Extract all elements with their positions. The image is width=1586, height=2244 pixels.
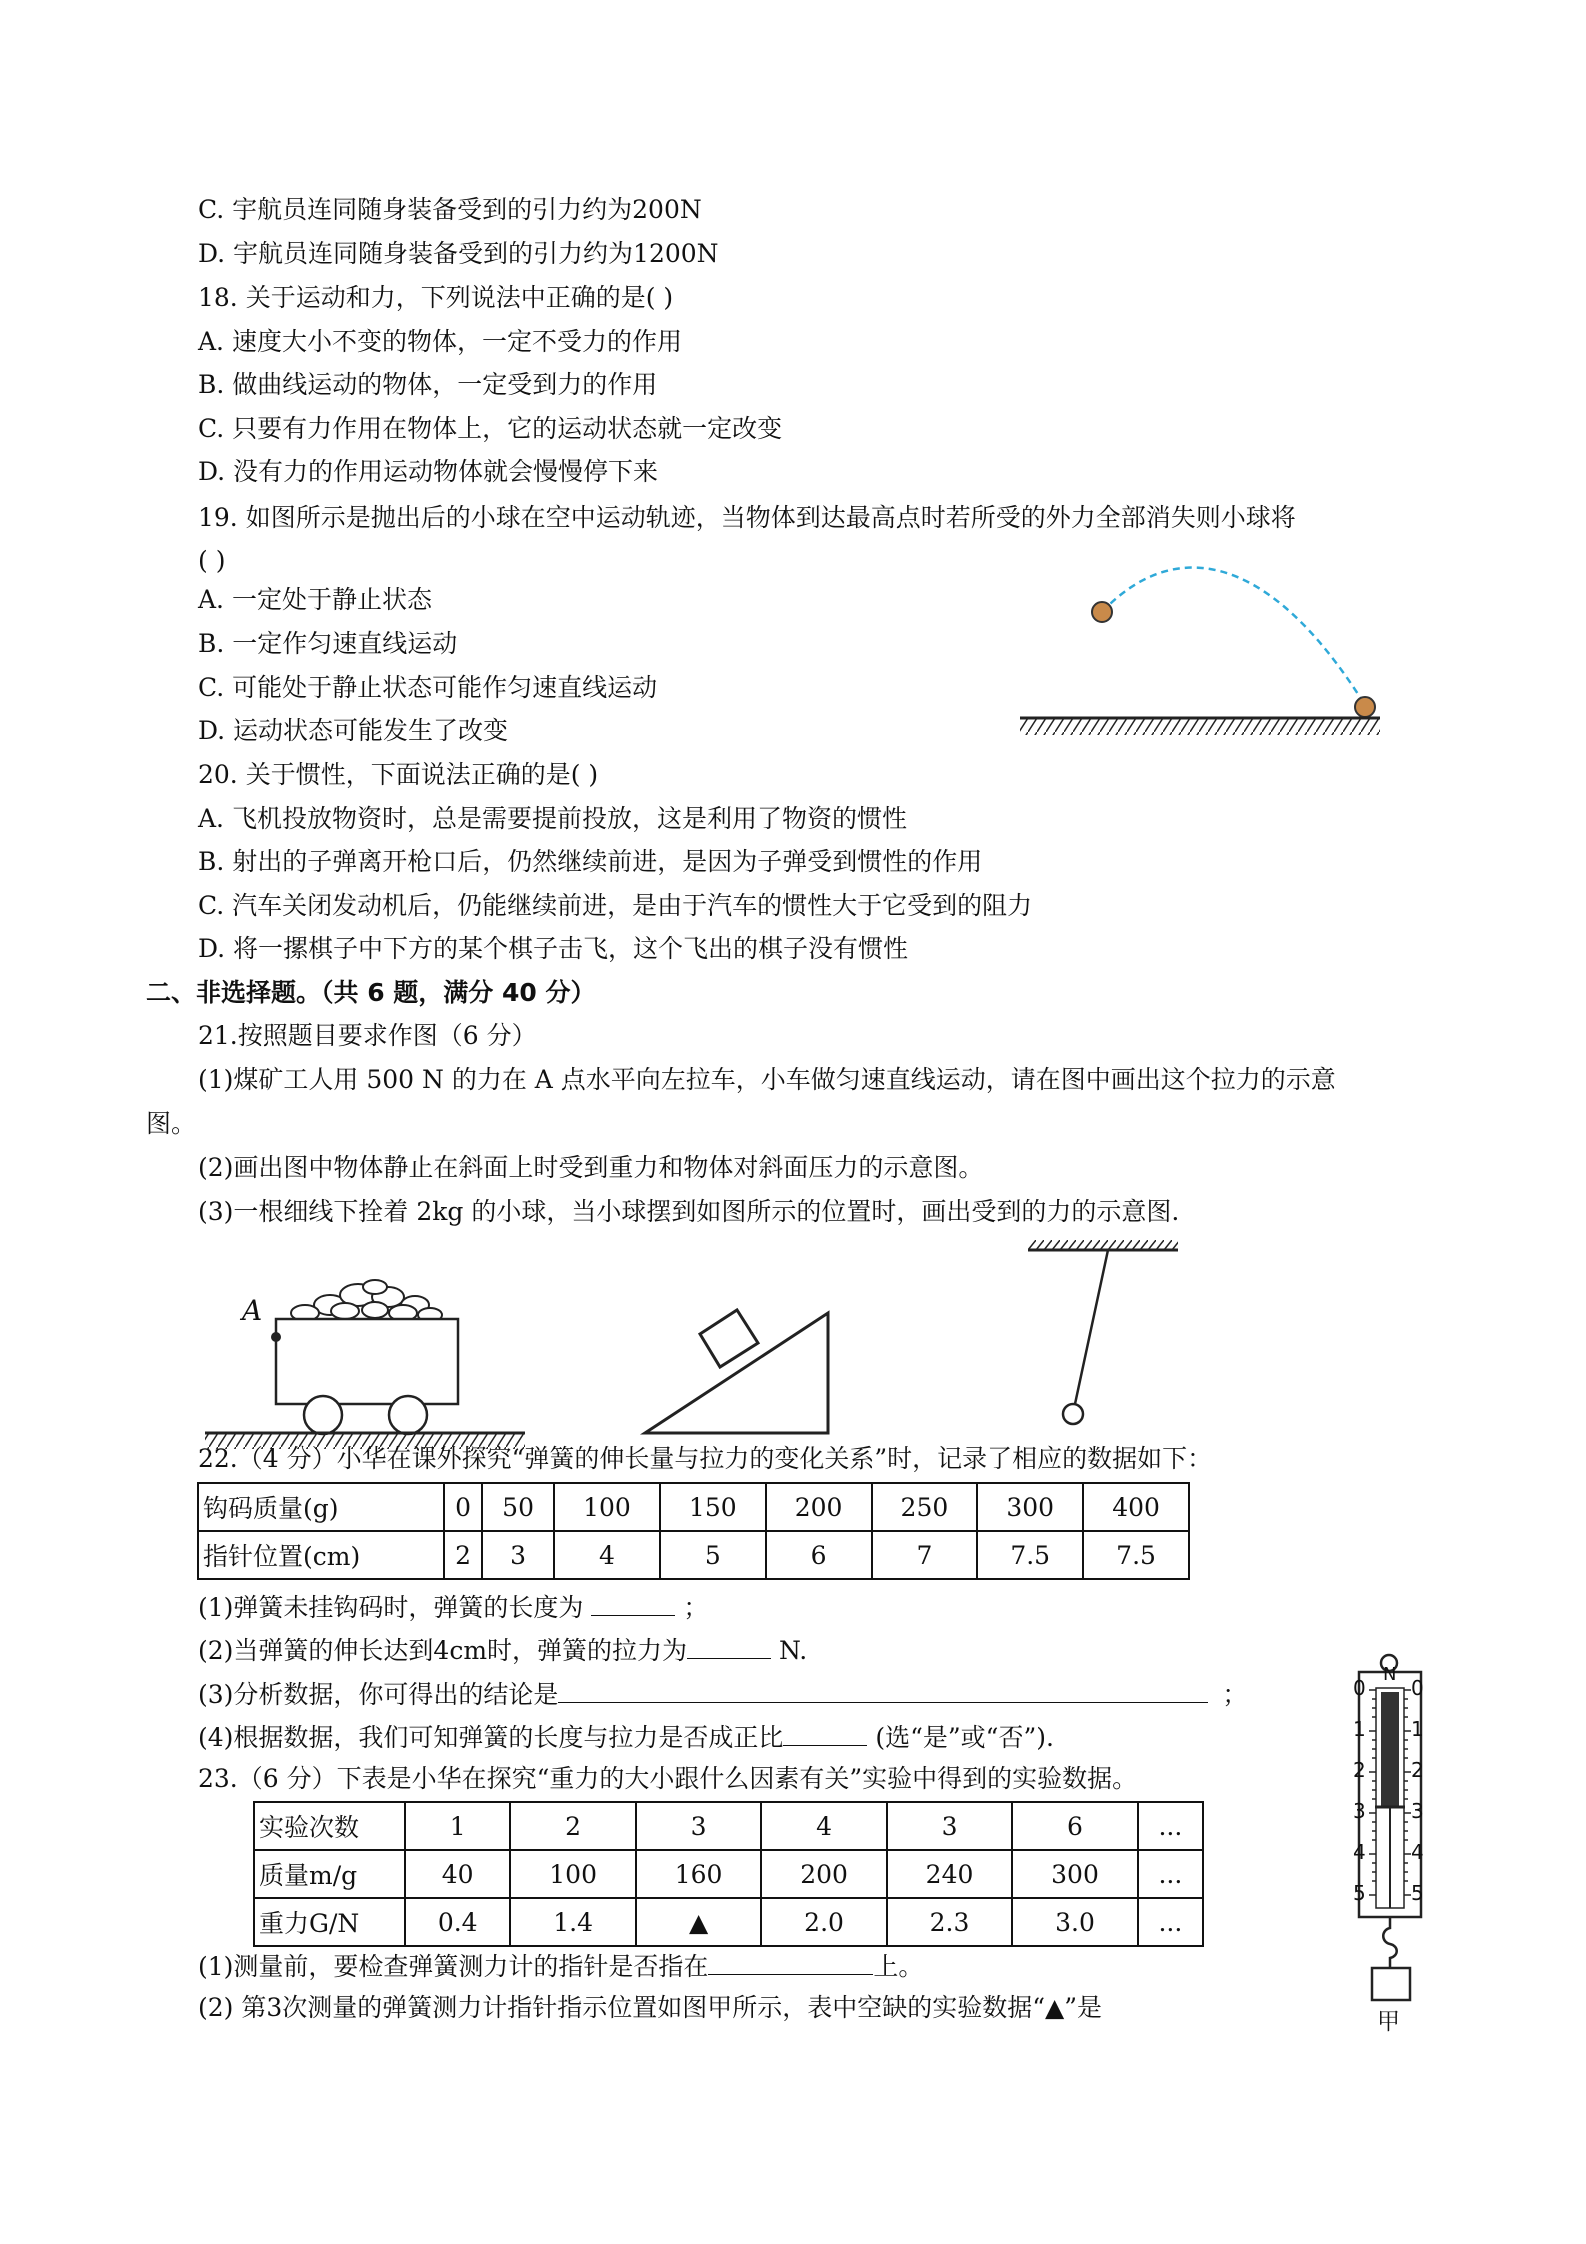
table-cell: ▲ bbox=[636, 1898, 761, 1946]
cart-body bbox=[276, 1319, 458, 1404]
table-cell: 1.4 bbox=[510, 1898, 635, 1946]
scale-tick-label: 0 bbox=[1353, 1676, 1366, 1700]
pendulum-string bbox=[1075, 1250, 1108, 1404]
q21-part2: (2)画出图中物体静止在斜面上时受到重力和物体对斜面压力的示意图。 bbox=[198, 1153, 984, 1182]
hanging-weight bbox=[1372, 1968, 1410, 2000]
cart-point-label: A bbox=[242, 1294, 263, 1327]
ball-top bbox=[1092, 602, 1112, 622]
table-cell: 3 bbox=[887, 1802, 1012, 1850]
table-cell: 5 bbox=[660, 1531, 766, 1579]
scale-tick-label: 4 bbox=[1353, 1840, 1366, 1864]
table-cell: 300 bbox=[1012, 1850, 1137, 1898]
trajectory-path bbox=[1102, 568, 1365, 705]
scale-tick-label: 5 bbox=[1353, 1881, 1366, 1905]
ground-hatch bbox=[1020, 719, 1380, 735]
table-cell: ... bbox=[1138, 1850, 1203, 1898]
table-cell: 2.3 bbox=[887, 1898, 1012, 1946]
q19-option-d: D. 运动状态可能发生了改变 bbox=[198, 716, 509, 745]
table-cell: 4 bbox=[761, 1802, 886, 1850]
scale-tick-label: 0 bbox=[1411, 1676, 1424, 1700]
q18-option-d: D. 没有力的作用运动物体就会慢慢停下来 bbox=[198, 457, 659, 486]
table-cell: 100 bbox=[554, 1483, 660, 1531]
table-cell: 3 bbox=[482, 1531, 554, 1579]
table-row bbox=[198, 1483, 1189, 1531]
scale-tick-label: 5 bbox=[1411, 1881, 1424, 1905]
table-cell: 0 bbox=[444, 1483, 482, 1531]
table-cell: 50 bbox=[482, 1483, 554, 1531]
table-row bbox=[198, 1531, 1189, 1579]
table-cell: 100 bbox=[510, 1850, 635, 1898]
cart-figure bbox=[200, 1265, 540, 1435]
table-header-mass: 钩码质量(g) bbox=[198, 1483, 444, 1531]
table-cell: 0.4 bbox=[405, 1898, 510, 1946]
spring-data-table bbox=[197, 1482, 1190, 1580]
answer-blank[interactable] bbox=[687, 1630, 771, 1659]
q22-part2: (2)当弹簧的伸长达到4cm时，弹簧的拉力为 N. bbox=[198, 1630, 807, 1669]
scale-tick-label: 1 bbox=[1353, 1717, 1366, 1741]
table-header-mass: 质量m/g bbox=[254, 1850, 405, 1898]
block-on-incline bbox=[700, 1310, 758, 1367]
table-cell: 250 bbox=[872, 1483, 978, 1531]
q19-stem-paren: ( ) bbox=[198, 546, 226, 575]
q22-part4: (4)根据数据，我们可知弹簧的长度与拉力是否成正比 (选“是”或“否”). bbox=[198, 1717, 1054, 1756]
q20-stem: 20. 关于惯性，下面说法正确的是( ) bbox=[198, 760, 599, 789]
q23-part1: (1)测量前，要检查弹簧测力计的指针是否指在 上。 bbox=[198, 1946, 923, 1985]
table-row bbox=[254, 1898, 1203, 1946]
table-cell: 4 bbox=[554, 1531, 660, 1579]
table-cell: 400 bbox=[1083, 1483, 1189, 1531]
scale-tick-label: 1 bbox=[1411, 1717, 1424, 1741]
answer-blank[interactable] bbox=[558, 1674, 1208, 1703]
point-a bbox=[271, 1332, 281, 1342]
scale-tick-label: 3 bbox=[1411, 1799, 1424, 1823]
incline-figure bbox=[640, 1285, 840, 1445]
table-row bbox=[254, 1850, 1203, 1898]
q17-option-d: D. 宇航员连同随身装备受到的引力约为1200N bbox=[198, 239, 719, 268]
q19-option-a: A. 一定处于静止状态 bbox=[198, 585, 432, 614]
answer-blank[interactable] bbox=[708, 1946, 873, 1975]
table-cell: 7 bbox=[872, 1531, 978, 1579]
q22-part1: (1)弹簧未挂钩码时，弹簧的长度为 ； bbox=[198, 1587, 708, 1626]
scale-tick-label: 4 bbox=[1411, 1840, 1424, 1864]
q20-option-c: C. 汽车关闭发动机后，仍能继续前进，是由于汽车的惯性大于它受到的阻力 bbox=[198, 891, 1033, 920]
table-cell: 2 bbox=[510, 1802, 635, 1850]
answer-blank[interactable] bbox=[591, 1587, 675, 1616]
q21-title: 21.按照题目要求作图（6 分） bbox=[198, 1021, 537, 1050]
scale-tick-label: 3 bbox=[1353, 1799, 1366, 1823]
q20-option-b: B. 射出的子弹离开枪口后，仍然继续前进，是因为子弹受到惯性的作用 bbox=[198, 847, 983, 876]
q23-stem: 23.（6 分）下表是小华在探究“重力的大小跟什么因素有关”实验中得到的实验数据。 bbox=[198, 1764, 1138, 1793]
coal-pile bbox=[291, 1280, 442, 1322]
pendulum-figure bbox=[1020, 1240, 1190, 1430]
table-cell: 3 bbox=[636, 1802, 761, 1850]
q20-option-a: A. 飞机投放物资时，总是需要提前投放，这是利用了物资的惯性 bbox=[198, 804, 907, 833]
table-cell: 150 bbox=[660, 1483, 766, 1531]
ball-ground bbox=[1355, 697, 1375, 717]
table-header-trial: 实验次数 bbox=[254, 1802, 405, 1850]
spring-scale-figure bbox=[1345, 1650, 1455, 2020]
answer-blank[interactable] bbox=[783, 1717, 867, 1746]
table-cell: ... bbox=[1138, 1802, 1203, 1850]
table-cell: 160 bbox=[636, 1850, 761, 1898]
q20-option-d: D. 将一摞棋子中下方的某个棋子击飞，这个飞出的棋子没有惯性 bbox=[198, 934, 909, 963]
table-cell: 6 bbox=[766, 1531, 872, 1579]
q19-stem: 19. 如图所示是抛出后的小球在空中运动轨迹，当物体到达最高点时若所受的外力全部消失则小球将 bbox=[198, 503, 1296, 532]
table-header-pointer: 指针位置(cm) bbox=[198, 1531, 444, 1579]
wheel-right bbox=[389, 1396, 427, 1434]
q22-stem: 22.（4 分）小华在课外探究“弹簧的伸长量与拉力的变化关系”时，记录了相应的数据如下： bbox=[198, 1444, 1213, 1473]
scale-tick-label: 2 bbox=[1353, 1758, 1366, 1782]
q18-option-a: A. 速度大小不变的物体，一定不受力的作用 bbox=[198, 327, 682, 356]
q22-part3: (3)分析数据，你可得出的结论是 ； bbox=[198, 1674, 1247, 1713]
table-cell: 3.0 bbox=[1012, 1898, 1137, 1946]
table-cell: 240 bbox=[887, 1850, 1012, 1898]
ceiling-hatch bbox=[1028, 1240, 1178, 1249]
q23-part2: (2) 第3次测量的弹簧测力计指针指示位置如图甲所示，表中空缺的实验数据“▲”是 bbox=[198, 1993, 1103, 2022]
q18-option-c: C. 只要有力作用在物体上，它的运动状态就一定改变 bbox=[198, 414, 783, 443]
table-cell: ... bbox=[1138, 1898, 1203, 1946]
section-heading: 二、非选择题。（共 6 题，满分 40 分） bbox=[146, 978, 596, 1007]
table-header-weight: 重力G/N bbox=[254, 1898, 405, 1946]
pendulum-ball bbox=[1063, 1404, 1083, 1424]
q17-option-c: C. 宇航员连同随身装备受到的引力约为200N bbox=[198, 195, 702, 224]
scale-hook bbox=[1383, 1917, 1397, 1968]
table-cell: 300 bbox=[977, 1483, 1083, 1531]
table-cell: 7.5 bbox=[977, 1531, 1083, 1579]
scale-spring bbox=[1381, 1692, 1399, 1807]
q18-stem: 18. 关于运动和力，下列说法中正确的是( ) bbox=[198, 283, 674, 312]
gravity-data-table bbox=[253, 1801, 1204, 1947]
spring-scale-unit: N bbox=[1383, 1664, 1397, 1685]
q21-part1: (1)煤矿工人用 500 N 的力在 A 点水平向左拉车，小车做匀速直线运动，请在图中画出这个拉力的示意 bbox=[198, 1065, 1336, 1094]
table-cell: 200 bbox=[766, 1483, 872, 1531]
table-cell: 2.0 bbox=[761, 1898, 886, 1946]
q21-part1-cont: 图。 bbox=[146, 1109, 197, 1138]
table-cell: 40 bbox=[405, 1850, 510, 1898]
q19-option-b: B. 一定作匀速直线运动 bbox=[198, 629, 458, 658]
scale-tick-label: 2 bbox=[1411, 1758, 1424, 1782]
q19-option-c: C. 可能处于静止状态可能作匀速直线运动 bbox=[198, 673, 658, 702]
table-cell: 7.5 bbox=[1083, 1531, 1189, 1579]
figure-caption: 甲 bbox=[1377, 2009, 1400, 2035]
table-cell: 2 bbox=[444, 1531, 482, 1579]
table-cell: 200 bbox=[761, 1850, 886, 1898]
table-cell: 1 bbox=[405, 1802, 510, 1850]
table-row bbox=[254, 1802, 1203, 1850]
table-cell: 6 bbox=[1012, 1802, 1137, 1850]
q21-part3: (3)一根细线下拴着 2kg 的小球，当小球摆到如图所示的位置时，画出受到的力的示意图. bbox=[198, 1197, 1180, 1226]
wheel-left bbox=[304, 1396, 342, 1434]
projectile-figure bbox=[1010, 550, 1390, 750]
q18-option-b: B. 做曲线运动的物体，一定受到力的作用 bbox=[198, 370, 658, 399]
